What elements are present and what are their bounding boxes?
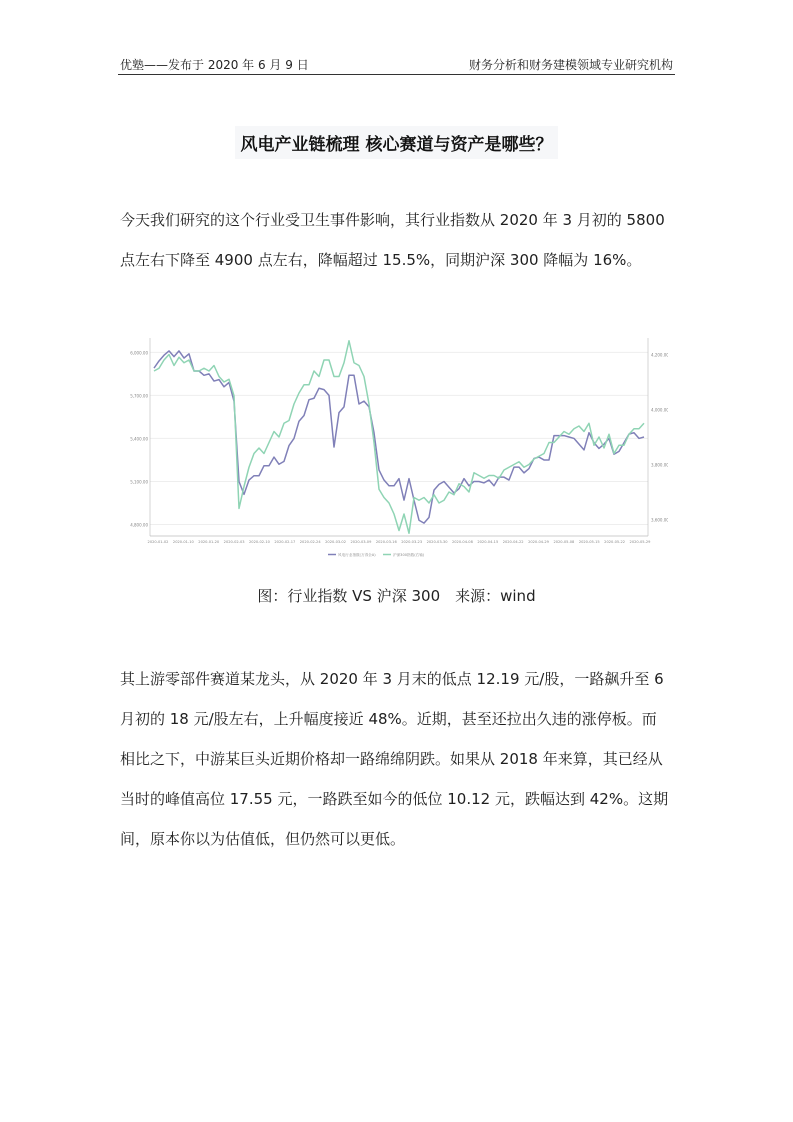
header-organization: 财务分析和财务建模领域专业研究机构 <box>468 58 673 72</box>
article-title-wrap <box>0 126 793 159</box>
y-left-tick-label: 6,000.00 <box>130 350 148 356</box>
header-publish-info: 优塾——发布于 2020 年 6 月 9 日 <box>120 58 309 72</box>
y-left-tick-label: 5,100.00 <box>130 479 148 485</box>
x-tick-label: 2020-03-23 <box>401 540 423 544</box>
y-left-tick-label: 4,800.00 <box>130 522 148 528</box>
x-tick-label: 2020-05-22 <box>604 540 626 544</box>
y-left-tick-label: 5,400.00 <box>130 436 148 442</box>
chart-svg <box>128 330 668 562</box>
page-header <box>120 56 673 74</box>
article-title: 风电产业链梳理 核心赛道与资产是哪些？ <box>235 126 559 159</box>
x-tick-label: 2020-04-15 <box>477 540 499 544</box>
x-tick-label: 2020-03-09 <box>350 540 372 544</box>
y-left-tick-label: 5,700.00 <box>130 393 148 399</box>
x-tick-label: 2020-01-02 <box>147 540 169 544</box>
x-tick-label: 2020-02-17 <box>274 540 296 544</box>
legend-label-hs300: 沪深300指数(右轴) <box>393 553 425 557</box>
line-chart <box>128 330 668 562</box>
x-tick-label: 2020-04-29 <box>528 540 549 544</box>
x-tick-label: 2020-03-16 <box>375 540 397 544</box>
y-right-tick-label: 4,200.00 <box>651 352 668 358</box>
x-tick-label: 2020-02-10 <box>249 540 270 544</box>
y-right-tick-label: 3,800.00 <box>651 462 668 468</box>
x-tick-label: 2020-01-20 <box>198 540 220 544</box>
paragraph-analysis: 其上游零部件赛道某龙头，从 2020 年 3 月末的低点 12.19 元/股，一路飙升至 6 月初的 18 元/股左右，上升幅度接近 48%。近期，甚至还拉出久违的涨停板。而相比之下，中游某巨头近期价格却一路绵绵阴跌。如果从 2018 年来算，其已经从当时的峰值高位 17.55 元，一路跌至如今的低位 10.12 元，跌幅达到 42%。这期间，原本你以为估值低，但仍然可以更低。 <box>120 670 669 848</box>
y-right-tick-label: 4,000.00 <box>651 407 668 413</box>
x-tick-label: 2020-04-08 <box>451 540 473 544</box>
x-tick-label: 2020-03-02 <box>325 540 347 544</box>
x-tick-label: 2020-05-29 <box>629 540 651 544</box>
x-tick-label: 2020-03-30 <box>426 540 448 544</box>
header-divider <box>118 74 675 75</box>
legend-label-industry: 风电行业指数(万得全A) <box>338 553 376 557</box>
x-tick-label: 2020-02-03 <box>223 540 245 544</box>
series-line-industry-index <box>154 351 644 523</box>
chart-caption: 图：行业指数 VS 沪深 300 来源：wind <box>257 587 536 605</box>
x-tick-label: 2020-05-15 <box>578 540 600 544</box>
x-tick-label: 2020-05-08 <box>553 540 575 544</box>
x-tick-label: 2020-02-24 <box>299 540 321 544</box>
x-tick-label: 2020-04-22 <box>502 540 524 544</box>
y-right-tick-label: 3,600.00 <box>651 517 668 523</box>
x-tick-label: 2020-01-10 <box>172 540 194 544</box>
paragraph-intro: 今天我们研究的这个行业受卫生事件影响，其行业指数从 2020 年 3 月初的 5800 点左右下降至 4900 点左右，降幅超过 15.5%，同期沪深 300 降幅为 16%。 <box>120 211 665 269</box>
